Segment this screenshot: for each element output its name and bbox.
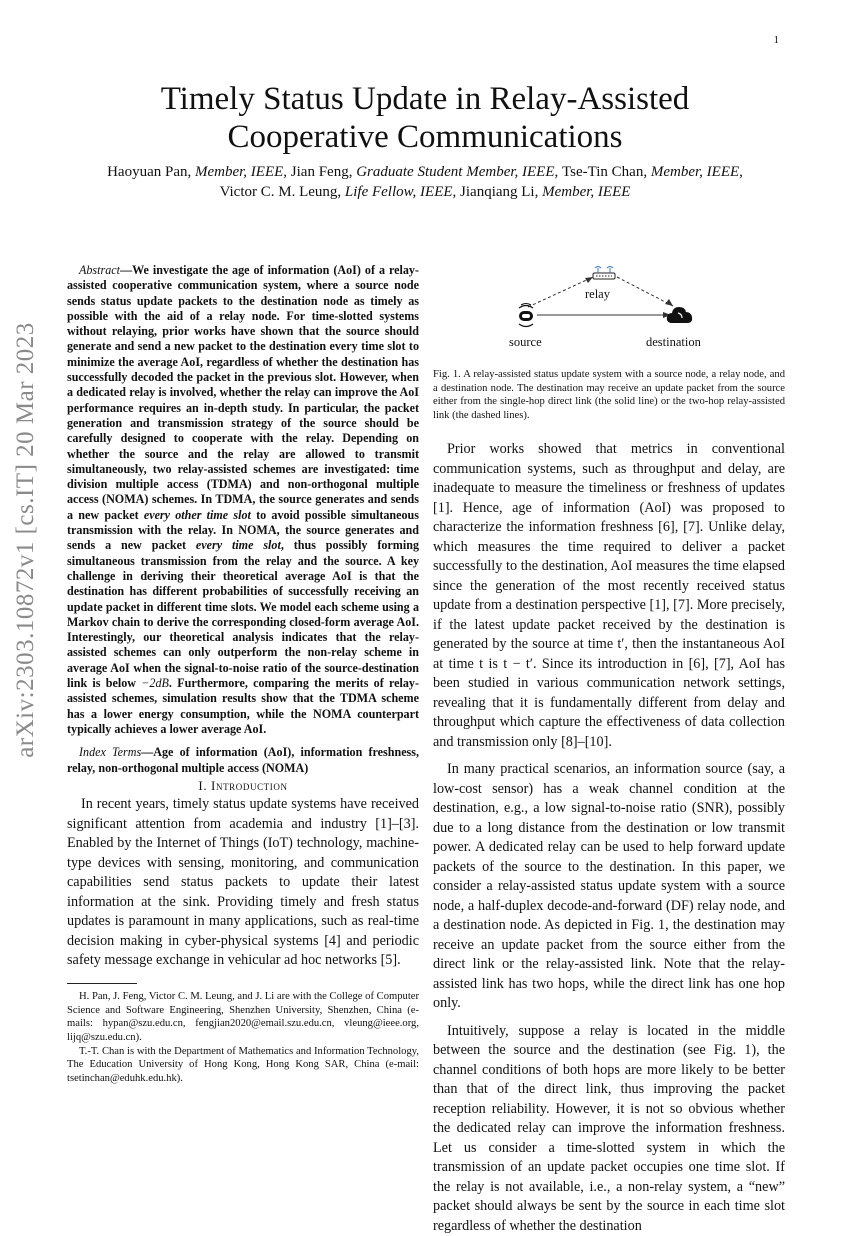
source-label: source	[509, 335, 542, 349]
author-list	[60, 162, 790, 202]
left-column	[67, 263, 419, 1086]
title-line-2: Cooperative Communications	[227, 119, 623, 155]
source-to-relay-dashed-link	[528, 277, 593, 307]
footnote-affiliation-1: H. Pan, J. Feng, Victor C. M. Leung, and J. Li are with the College of Computer Science and Software Engineering, Shenzhen University, Shenzhen, China (e-mails: hypan@szu.edu.cn, fengjian2020@email.szu.edu.cn, vleung@ieee.org, lijq@szu.edu.cn).	[67, 990, 419, 1043]
source-sensor-icon	[519, 304, 533, 327]
footnote-affiliation-2: T.-T. Chan is with the Department of Mathematics and Information Technology, The Education University of Hong Kong, Hong Kong SAR, China (e-mail: tsetinchan@eduhk.edu.hk).	[67, 1045, 419, 1085]
source-to-relay-arrowhead	[585, 277, 593, 283]
index-terms: Index Terms—Age of information (AoI), information freshness, relay, non-orthogonal multiple access (NOMA)	[67, 745, 419, 775]
title-line-1: Timely Status Update in Relay-Assisted	[160, 81, 690, 117]
arxiv-watermark	[6, 300, 46, 780]
relay-to-destination-arrowhead	[665, 299, 673, 306]
figure-1-caption: Fig. 1. A relay-assisted status update system with a source node, a relay node, and a destination node. The destination may receive an update packet from the source either from the single-hop direct link (the solid line) or the two-hop relay-assisted link (the dashed lines).	[433, 369, 785, 421]
arxiv-id-text: arXiv:2303.10872v1 [cs.IT] 20 Mar 2023	[12, 322, 39, 758]
relay-system-diagram	[433, 263, 785, 363]
footnote-divider	[67, 983, 137, 984]
intro-paragraph-1: In recent years, timely status update systems have received significant attention from academia and industry [1]–[3]. Enabled by the Internet of Things (IoT) technology, machine-type devices with sensing, monitoring, and communication capabilities send status packets to update their latest information at the sink. Providing timely and fresh status updates is paramount in many applications, such as real-time decision making in cyber-physical systems [4] and periodic safety message exchange in vehicular ad hoc networks [5].	[67, 796, 419, 969]
paper-title	[60, 80, 790, 156]
right-paragraph-3: Intuitively, suppose a relay is located in the middle between the source and the destination (see Fig. 1), the channel conditions of both hops are more likely to be better than that of the direct link, thus improving the packet reception reliability. However, it is not so obvious whether the dedicated relay can improve the information freshness. Let us consider a time-slotted system in which the transmission of an update packet occupies one time slot. If the relay is not available, i.e., a non-relay system, a “new” packet should always be sent by the source in each time slot regardless of whether the destination	[433, 1022, 785, 1234]
relay-icon	[593, 267, 615, 280]
right-paragraph-1: Prior works showed that metrics in conventional communication systems, such as throughput and delay, are inadequate to measure the timeliness or freshness of updates [1]. Hence, age of information (AoI) was proposed to characterize the information freshness [6], [7]. Unlike delay, which measures the time required to deliver a packet successfully to the destination, AoI measures the time elapsed since the generation of the most recently received status update from a destination perspective [1], [7]. More precisely, if the latest update packet received by the destination is generated by the source at time t′, then the instantaneous AoI at time t is t − t′. Since its introduction in [6], [7], AoI has been studied in various communication network settings, revealing that it is fundamentally different from delay and throughput which capture the effectiveness of data collection and transmission only [8]–[10].	[433, 441, 785, 750]
right-paragraph-2: In many practical scenarios, an information source (say, a low-cost sensor) has a weak channel condition at the destination, e.g., a low signal-to-noise ratio (SNR), possibly due to a long distance from the destination or low transmit power. A dedicated relay can be used to help forward update packets of the source to the destination. In this paper, we consider a relay-assisted status update system with a source node, a half-duplex decode-and-forward (DF) relay node, and a destination node. As depicted in Fig. 1, the destination may receive an update packet from the source either from the direct link or the relay-assisted link. Note that the relay-assisted link has two hops, while the direct link has one hop only.	[433, 761, 785, 1012]
page-number: 1	[773, 34, 779, 46]
destination-label: destination	[646, 335, 701, 349]
right-column	[433, 263, 785, 1236]
destination-cloud-icon	[667, 307, 692, 323]
author-3: Tse-Tin Chan, Member, IEEE,	[562, 164, 743, 180]
relay-label: relay	[585, 287, 610, 301]
abstract: Abstract—We investigate the age of information (AoI) of a relay-assisted cooperative communication system, where a source node sends status update packets to the destination node as timely as possible with the aid of a relay node. For time-slotted systems without relaying, prior works have shown that the source should generate and send a new packet to the destination every time slot to minimize the average AoI, regardless of whether the destination has successfully decoded the packet in the previous slot. However, when a dedicated relay is involved, whether the relay can improve the AoI performance requires an in-depth study. In particular, the packet generation and transmission strategy of the source should be carefully designed to cooperate with the relay. Depending on whether the source and the relay are allowed to transmit simultaneously, two relay-assisted schemes are investigated: time division multiple access (TDMA) and non-orthogonal multiple access (NOMA) schemes. In TDMA, the source generates and sends a new packet every other time slot to avoid possible simultaneous transmission with the relay. In NOMA, the source generates and sends a new packet every time slot, thus possibly forming simultaneous transmission from the relay and the source. A key challenge in deriving their theoretical average AoI is that the destination has different probabilities of successfully receiving an update packet in different time slots. We model each scheme using a Markov chain to derive the corresponding closed-form average AoI. Interestingly, our theoretical analysis indicates that the relay-assisted schemes can only outperform the non-relay scheme in average AoI when the signal-to-noise ratio of the source-destination link is below −2dB. Furthermore, comparing the merits of relay-assisted schemes, simulation results show that the TDMA scheme has a lower energy consumption, while the NOMA counterpart typically achieves a lower average AoI.	[67, 263, 420, 736]
author-1: Haoyuan Pan, Member, IEEE,	[107, 164, 291, 180]
author-5: Jianqiang Li, Member, IEEE	[460, 184, 631, 200]
author-2: Jian Feng, Graduate Student Member, IEEE,	[290, 164, 563, 180]
figure-1-diagram	[433, 263, 785, 363]
relay-to-destination-dashed-link	[617, 277, 673, 306]
section-heading-introduction: I. Introduction	[198, 777, 288, 793]
author-4: Victor C. M. Leung, Life Fellow, IEEE,	[219, 184, 461, 200]
